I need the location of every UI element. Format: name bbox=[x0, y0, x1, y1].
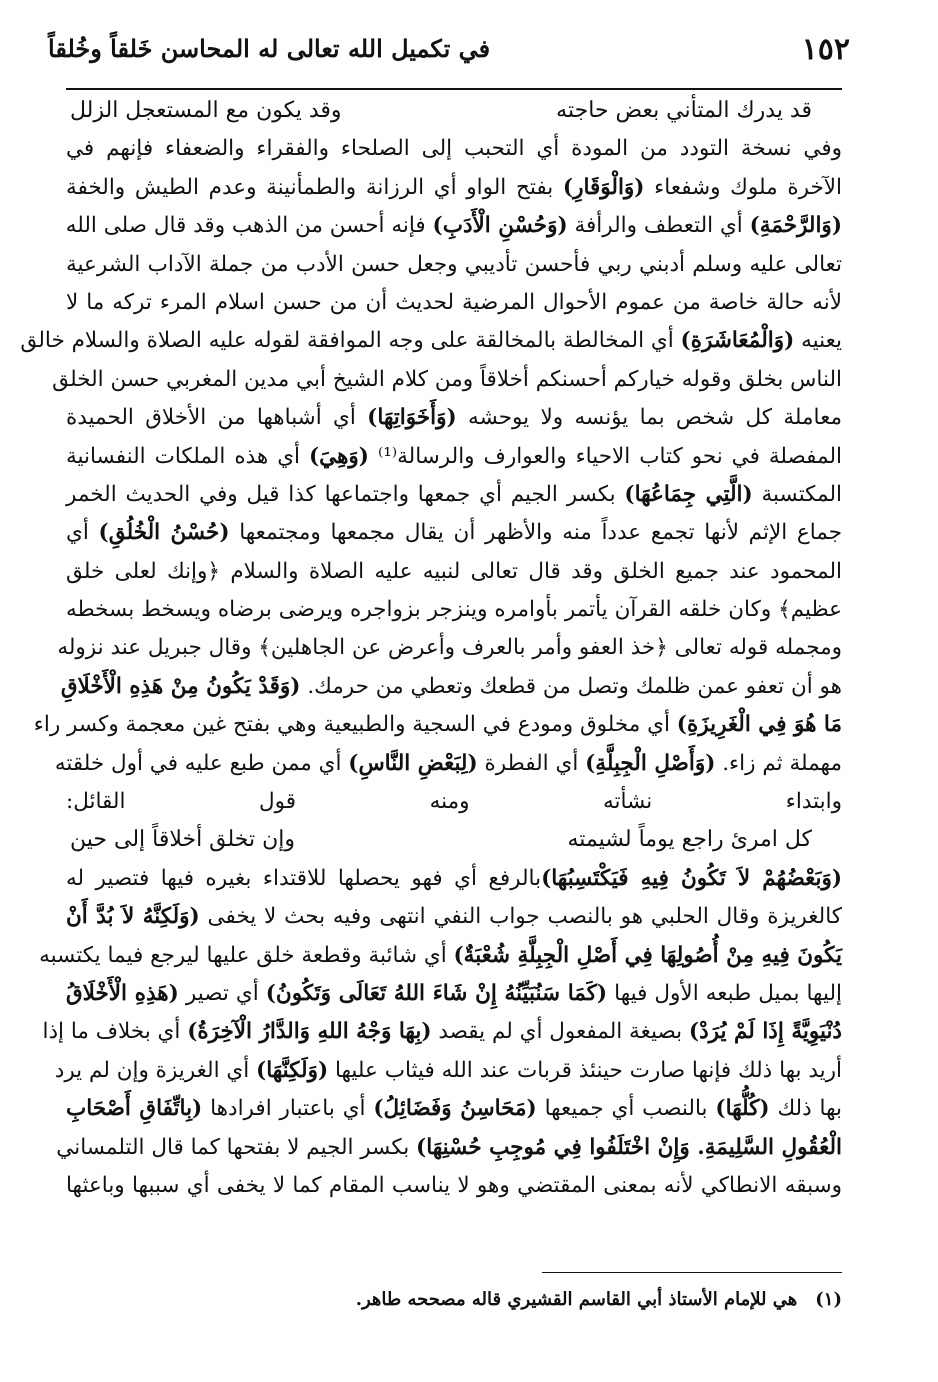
commentary-text: يعنيه bbox=[794, 328, 842, 354]
commentary-text: بفتح الواو أي الرزانة والطمأنينة وعدم الطيش والخفة bbox=[66, 174, 563, 200]
bold-matn-phrase: (وَهِيَ) bbox=[308, 443, 369, 469]
verse-line bbox=[66, 92, 842, 130]
header-divider bbox=[66, 88, 842, 90]
footnote-divider bbox=[542, 1272, 842, 1273]
verse-hemistich-second: وإن تخلق أخلاقاً إلى حين bbox=[70, 827, 296, 853]
text-line bbox=[66, 1090, 842, 1128]
commentary-text: الآخرة ملوك وشفعاء bbox=[644, 174, 842, 200]
commentary-text: فإنه أحسن من الذهب وقد قال صلى الله bbox=[65, 213, 433, 239]
text-line bbox=[57, 629, 842, 667]
text-line bbox=[66, 438, 842, 476]
bold-matn-phrase: (وَالْوَقَارِ) bbox=[562, 174, 645, 200]
commentary-text: أي مخلوق ومودع في السجية والطبيعية وهي بفتح غين معجمة وكسر راء bbox=[33, 712, 677, 738]
commentary-text: أي أشباهها من الأخلاق الحميدة bbox=[66, 405, 368, 431]
text-line bbox=[66, 1167, 842, 1205]
bold-matn-phrase: (الَّتِي جِمَاعُهَا) bbox=[624, 481, 753, 507]
verse-hemistich-first: قد يدرك المتأني بعض حاجته bbox=[556, 98, 812, 123]
text-line bbox=[54, 1052, 842, 1090]
commentary-text: بالرفع أي فهو يحصلها للاقتداء بغيره فيها فتصير له bbox=[66, 865, 542, 891]
text-line bbox=[42, 1013, 842, 1051]
commentary-text: بالنصب أي جميعها bbox=[536, 1096, 716, 1122]
main-text bbox=[20, 92, 843, 1205]
bold-matn-phrase: (وَالْمُعَاشَرَةِ) bbox=[680, 328, 795, 354]
text-line bbox=[66, 399, 842, 437]
text-line bbox=[66, 476, 842, 514]
commentary-text: تعالى عليه وسلم أدبني ربي فأحسن تأديبي وجعل حسن الأدب من جملة الآداب الشرعية bbox=[66, 251, 842, 277]
commentary-text: بكسر الجيم لا بفتحها كما قال التلمساني bbox=[56, 1134, 417, 1160]
commentary-text: أريد بها ذلك فإنها صارت حينئذ قربات عند الله فيثاب عليها bbox=[328, 1057, 842, 1083]
footnote-text: هي للإمام الأستاذ أبي القاسم القشيري قاله مصححه طاهر. bbox=[355, 1289, 798, 1310]
bold-matn-phrase: (وَلَكِنَّهُ لاَ بُدَّ أَنْ bbox=[66, 904, 200, 930]
commentary-text: أي تصير bbox=[178, 980, 266, 1006]
commentary-text: إليها بميل طبعه الأول فيها bbox=[607, 980, 842, 1006]
text-line bbox=[20, 322, 842, 360]
verse-hemistich-first: كل امرئ راجع يوماً لشيمته bbox=[567, 827, 812, 853]
bold-matn-phrase: (مَحَاسِنُ وَفَضَائِلُ) bbox=[373, 1096, 537, 1122]
commentary-text: أي باعتبار افرادها bbox=[202, 1096, 374, 1122]
text-line bbox=[54, 745, 842, 783]
commentary-text: بصيغة المفعول أي لم يقصد bbox=[431, 1019, 689, 1045]
bold-matn-phrase: (وَأَصْلِ الْجِبِلَّةِ) bbox=[585, 750, 716, 776]
text-line bbox=[66, 783, 842, 821]
bold-matn-phrase: الْعُقُولِ السَّلِيمَةِ. وَإِنْ اخْتَلَفُوا فِي مُوجِبِ حُسْنِهَا) bbox=[416, 1134, 842, 1160]
bold-matn-phrase: (بِاتِّفَاقِ أَصْحَابِ bbox=[66, 1096, 203, 1122]
commentary-text: أي هذه الملكات النفسانية bbox=[66, 443, 309, 469]
text-line bbox=[66, 169, 842, 207]
text-line bbox=[56, 1129, 842, 1167]
commentary-text: لأنه حالة خاصة من عموم الأحوال المرضية لحديث أن من حسن اسلام المرء تركه ما لا bbox=[66, 289, 842, 315]
commentary-text: وابتداء نشأته ومنه قول القائل: bbox=[66, 789, 842, 815]
text-line bbox=[39, 937, 842, 975]
paragraph-block bbox=[39, 860, 843, 1206]
commentary-text: بها ذلك bbox=[769, 1096, 843, 1122]
commentary-text: معاملة كل شخص بما يؤنسه ولا يوحشه bbox=[456, 405, 842, 431]
text-line bbox=[66, 860, 842, 898]
commentary-text: كالغريزة وقال الحلبي هو بالنصب جواب النفي انتهى وفيه بحث لا يخفى bbox=[199, 904, 842, 930]
bold-matn-phrase: يَكُونَ فِيهِ مِنْ أُصُولِهَا فِي أَصْلِ الْجِبِلَّةِ شُعْبَةٌ) bbox=[453, 942, 842, 968]
text-line bbox=[66, 591, 842, 629]
footnote bbox=[66, 1282, 842, 1318]
bold-matn-phrase: (وَلَكِنَّهَا) bbox=[256, 1057, 329, 1083]
commentary-text: المحمود عند جميع الخلق وقد قال تعالى لنبيه عليه الصلاة والسلام ﴿وإنك لعلى خلق bbox=[66, 558, 842, 584]
commentary-text: أي ممن طبع عليه في أول خلقته bbox=[54, 750, 349, 776]
bold-matn-phrase: مَا هُوَ فِي الْغَرِيزَةِ) bbox=[676, 712, 842, 738]
text-line bbox=[66, 898, 842, 936]
commentary-text: المكتسبة bbox=[752, 481, 843, 507]
bold-matn-phrase: (وَالرَّحْمَةِ) bbox=[749, 213, 842, 239]
commentary-text: أي بخلاف ما إذا bbox=[42, 1019, 188, 1045]
commentary-text: أي الغريزة وإن لم يرد bbox=[54, 1057, 257, 1083]
page-header bbox=[48, 28, 850, 84]
bold-matn-phrase: (لِبَعْضِ النَّاسِ) bbox=[348, 750, 478, 776]
running-title: في تكميل الله تعالى له المحاسن خَلقاً وخُلقاً bbox=[48, 34, 491, 63]
commentary-text: هو أن تعفو عمن ظلمك وتصل من قطعك وتعطي من حرمك. bbox=[300, 673, 842, 699]
commentary-text: وسبقه الانطاكي لأنه بمعنى المقتضي وهو لا يناسب المقام كما لا يخفى أي سببها وباعثها bbox=[66, 1172, 842, 1198]
text-line bbox=[66, 514, 842, 552]
commentary-text: المفصلة في نحو كتاب الاحياء والعوارف والرسالة⁽¹⁾ bbox=[368, 443, 842, 469]
bold-matn-phrase: (وَحُسْنِ الْأَدَبِ) bbox=[432, 213, 568, 239]
commentary-text: أي التعطف والرأفة bbox=[567, 213, 750, 239]
page-number: ١٥٢ bbox=[801, 32, 850, 67]
verse-hemistich-second: وقد يكون مع المستعجل الزلل bbox=[70, 98, 342, 123]
text-line bbox=[66, 975, 842, 1013]
bold-matn-phrase: دُنْيَوِيَّةً إِذَا لَمْ يُرَدْ) bbox=[688, 1019, 842, 1045]
commentary-text: جماع الإثم لأنها تجمع عدداً منه والأظهر أن يقال مجمعها ومجتمعها bbox=[229, 520, 843, 546]
text-line bbox=[60, 668, 842, 706]
commentary-text: أي الفطرة bbox=[477, 750, 586, 776]
text-line bbox=[66, 553, 842, 591]
commentary-text: عظيم﴾ وكان خلقه القرآن يأتمر بأوامره وينزجر بزواجره ويرضى برضاه ويسخط بسخطه bbox=[66, 597, 842, 623]
verse-line bbox=[66, 821, 842, 859]
commentary-text: وفي نسخة التودد من المودة أي التحبب إلى الصلحاء والفقراء والضعفاء فإنهم في bbox=[66, 136, 842, 162]
bold-matn-phrase: (حُسْنُ الْخُلُقِ) bbox=[98, 520, 230, 546]
bold-matn-phrase: (كَمَا سَنُبَيِّنُهُ إِنْ شَاءَ اللهُ تَعَالَى وَتَكُونُ) bbox=[265, 980, 608, 1006]
commentary-text: الناس بخلق وقوله خياركم أحسنكم أخلاقاً ومن كلام الشيخ أبي مدين المغربي حسن الخلق bbox=[52, 366, 842, 392]
bold-matn-phrase: (هَذِهِ الْأَخْلَاقُ bbox=[66, 980, 179, 1006]
paragraph-block bbox=[20, 130, 843, 821]
text-line bbox=[66, 246, 842, 284]
text-line bbox=[66, 207, 842, 245]
commentary-text: أي bbox=[66, 520, 99, 546]
text-line bbox=[66, 284, 842, 322]
commentary-text: بكسر الجيم أي جمعها واجتماعها كذا قيل وفي الحديث الخمر bbox=[66, 481, 625, 507]
bold-matn-phrase: (بِهَا وَجْهُ اللهِ وَالدَّارُ الْآخِرَةُ) bbox=[187, 1019, 432, 1045]
bold-matn-phrase: (وَقَدْ يَكُونُ مِنْ هَذِهِ الْأَخْلَاقِ bbox=[60, 673, 301, 699]
commentary-text: ومجمله قوله تعالى ﴿خذ العفو وأمر بالعرف وأعرض عن الجاهلين﴾ وقال جبريل عند نزوله bbox=[57, 635, 842, 661]
bold-matn-phrase: (وَبَعْضُهُمْ لاَ تَكُونُ فِيهِ فَيَكْتَسِبُهَا) bbox=[541, 865, 843, 891]
text-line bbox=[66, 130, 842, 168]
commentary-text: مهملة ثم زاء. bbox=[715, 750, 842, 776]
footnote-marker: (١) bbox=[815, 1289, 842, 1310]
text-line bbox=[52, 361, 842, 399]
commentary-text: أي المخالطة بالمخالقة على وجه الموافقة لقوله عليه الصلاة والسلام خالق bbox=[20, 328, 681, 354]
text-line bbox=[33, 706, 842, 744]
bold-matn-phrase: (وَأَخَوَاتِهَا) bbox=[367, 405, 457, 431]
commentary-text: أي شائبة وقطعة خلق عليها ليرجع فيما يكتسبه bbox=[39, 942, 454, 968]
bold-matn-phrase: (كُلُّهَا) bbox=[715, 1096, 770, 1122]
